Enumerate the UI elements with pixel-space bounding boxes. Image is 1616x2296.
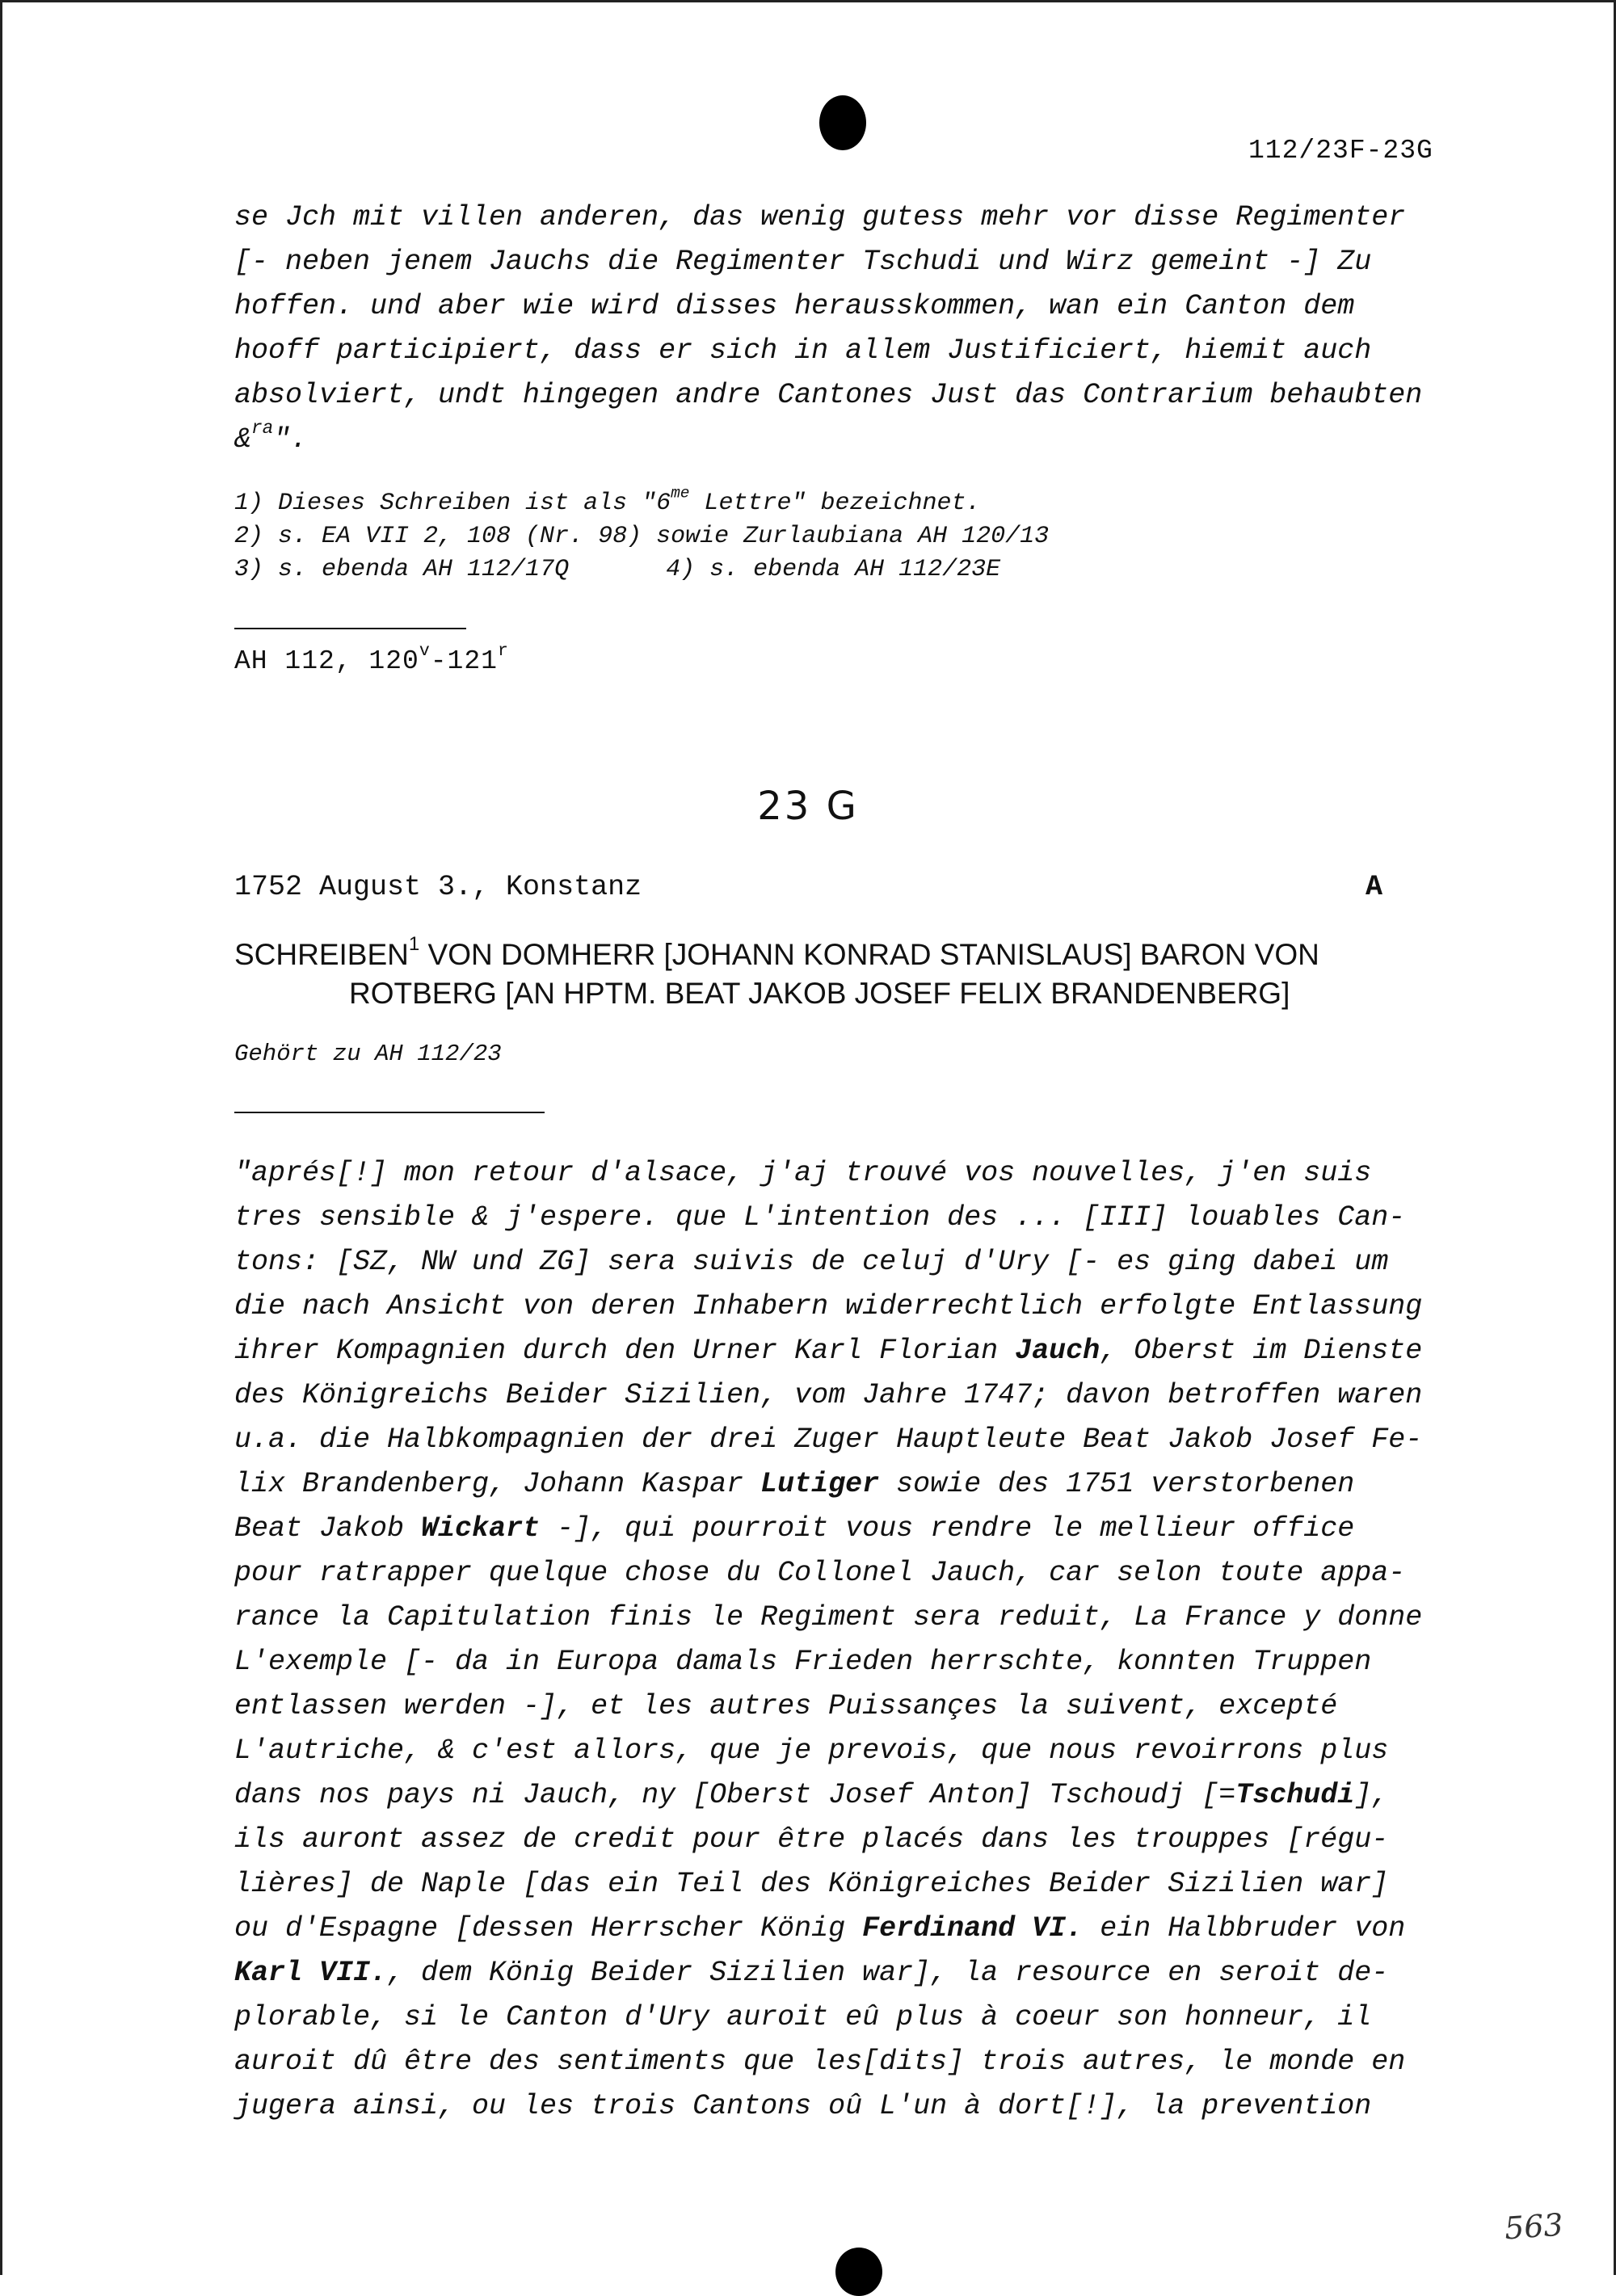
body-line: tres sensible & j'espere. que L'intention des ... [III] louables Can-: [234, 1201, 1406, 1234]
person-name-bold: Karl VII.: [234, 1957, 388, 1989]
body-line: jugera ainsi, ou les trois Cantons oû L'un à dort[!], la prevention: [234, 2090, 1372, 2122]
closing-prefix: &: [234, 423, 252, 456]
continuation-line: se Jch mit villen anderen, das wenig gutess mehr vor disse Regimenter: [234, 201, 1406, 233]
letter-body: [234, 1151, 1471, 2129]
footnote-1-superscript: me: [671, 484, 690, 503]
handwritten-page-number: 563: [1503, 2206, 1564, 2247]
source-superscript-verso: v: [419, 641, 431, 661]
body-line: u.a. die Halbkompagnien der drei Zuger Hauptleute Beat Jakob Josef Fe-: [234, 1423, 1423, 1456]
person-name-bold: Lutiger: [760, 1468, 880, 1500]
body-line: [234, 1907, 1471, 1951]
document-type: A: [1366, 871, 1383, 903]
body-text-span: ein Halbbruder von: [1083, 1912, 1406, 1945]
body-line: L'autriche, & c'est allors, que je prevois, que nous revoirrons plus: [234, 1735, 1389, 1767]
body-line: die nach Ansicht von deren Inhabern widerrechtlich erfolgte Entlassung: [234, 1290, 1423, 1323]
continuation-line: [- neben jenem Jauchs die Regimenter Tschudi und Wirz gemeint -] Zu: [234, 246, 1372, 278]
footnote-1-text: 1) Dieses Schreiben ist als "6: [234, 490, 671, 517]
footnote-1-text-end: Lettre" bezeichnet.: [689, 490, 981, 517]
footnote-3-4: [234, 553, 1446, 587]
date-place: 1752 August 3., Konstanz: [234, 871, 642, 903]
title-line-1: [234, 932, 1446, 974]
closing-suffix: ".: [273, 423, 308, 456]
body-line: [234, 1507, 1471, 1551]
source-superscript-recto: r: [497, 641, 509, 661]
body-text-span: ihrer Kompagnien durch den Urner Karl Florian: [234, 1335, 1016, 1367]
person-name-bold: Jauch: [1015, 1335, 1100, 1367]
body-line: [234, 1951, 1471, 1995]
continuation-closing: [234, 418, 1462, 462]
body-line: plorable, si le Canton d'Ury auroit eû plus à coeur son honneur, il: [234, 2001, 1372, 2033]
continuation-line: absolviert, undt hingegen andre Cantones Just das Contrarium behaubten: [234, 379, 1423, 411]
body-line: "aprés[!] mon retour d'alsace, j'aj trouvé vos nouvelles, j'en suis: [234, 1157, 1372, 1189]
body-text-span: dans nos pays ni Jauch, ny [Oberst Josef Anton] Tschoudj [=: [234, 1779, 1236, 1811]
punch-hole-bottom: [835, 2248, 882, 2296]
person-name-bold: Ferdinand VI.: [862, 1912, 1084, 1945]
body-text-span: , dem König Beider Sizilien war], la resource en seroit de-: [387, 1957, 1389, 1989]
document-number: 23 G: [757, 784, 859, 829]
footnote-1: [234, 484, 1446, 520]
archive-source: [234, 641, 509, 676]
body-text-span: Beat Jakob: [234, 1512, 422, 1545]
footnote-4: 4) s. ebenda AH 112/23E: [666, 556, 1001, 583]
document-reference: 112/23F-23G: [1248, 136, 1433, 166]
title-word: SCHREIBEN: [234, 938, 409, 971]
body-text-span: ],: [1354, 1779, 1389, 1811]
footnotes: [234, 484, 1446, 587]
footnote-3: 3) s. ebenda AH 112/17Q: [234, 556, 570, 583]
body-line: des Königreichs Beider Sizilien, vom Jahre 1747; davon betroffen waren: [234, 1379, 1423, 1411]
body-line: lières] de Naple [das ein Teil des Königreiches Beider Sizilien war]: [234, 1868, 1389, 1900]
body-line: [234, 1462, 1471, 1507]
continuation-line: hoffen. und aber wie wird disses herausskommen, wan ein Canton dem: [234, 290, 1355, 322]
body-line: pour ratrapper quelque chose du Collonel Jauch, car selon toute appa-: [234, 1557, 1406, 1589]
title-line-2: ROTBERG [AN HPTM. BEAT JAKOB JOSEF FELIX BRANDENBERG]: [349, 977, 1290, 1010]
title-footnote-marker: 1: [408, 932, 420, 955]
body-line: ils auront assez de credit pour être placés dans les trouppes [régu-: [234, 1823, 1389, 1856]
document-title: [234, 932, 1446, 1013]
source-middle: -121: [430, 646, 498, 676]
title-line-1-rest: VON DOMHERR [JOHANN KONRAD STANISLAUS] BARON VON: [419, 938, 1319, 971]
continuation-paragraph: [234, 196, 1462, 462]
continuation-line: hooff participiert, dass er sich in allem Justificiert, hiemit auch: [234, 334, 1372, 367]
body-text-span: , Oberst im Dienste: [1100, 1335, 1423, 1367]
body-text-span: -], qui pourroit vous rendre le mellieur office: [540, 1512, 1355, 1545]
body-line: [234, 1773, 1471, 1818]
body-line: L'exemple [- da in Europa damals Frieden herrschte, konnten Truppen: [234, 1646, 1372, 1678]
person-name-bold: Tschudi: [1235, 1779, 1355, 1811]
body-line: rance la Capitulation finis le Regiment sera reduit, La France y donne: [234, 1601, 1423, 1634]
body-text-span: lix Brandenberg, Johann Kaspar: [234, 1468, 761, 1500]
body-text-span: ou d'Espagne [dessen Herrscher König: [234, 1912, 863, 1945]
page-border-top: [0, 0, 1616, 2]
footnote-2: 2) s. EA VII 2, 108 (Nr. 98) sowie Zurlaubiana AH 120/13: [234, 523, 1050, 550]
closing-superscript: ra: [251, 417, 274, 439]
body-line: tons: [SZ, NW und ZG] sera suivis de celuj d'Ury [- es ging dabei um: [234, 1246, 1389, 1278]
punch-hole-top: [819, 95, 866, 150]
body-line: entlassen werden -], et les autres Puissançes la suivent, excepté: [234, 1690, 1338, 1722]
source-prefix: AH 112, 120: [234, 646, 419, 676]
body-line: auroit dû être des sentiments que les[dits] trois autres, le monde en: [234, 2046, 1406, 2078]
person-name-bold: Wickart: [421, 1512, 541, 1545]
section-rule: [234, 628, 466, 629]
page-border-left: [0, 0, 2, 2275]
belongs-to-note: Gehört zu AH 112/23: [234, 1041, 502, 1067]
body-rule: [234, 1112, 545, 1113]
body-line: [234, 1329, 1471, 1373]
body-text-span: sowie des 1751 verstorbenen: [879, 1468, 1355, 1500]
